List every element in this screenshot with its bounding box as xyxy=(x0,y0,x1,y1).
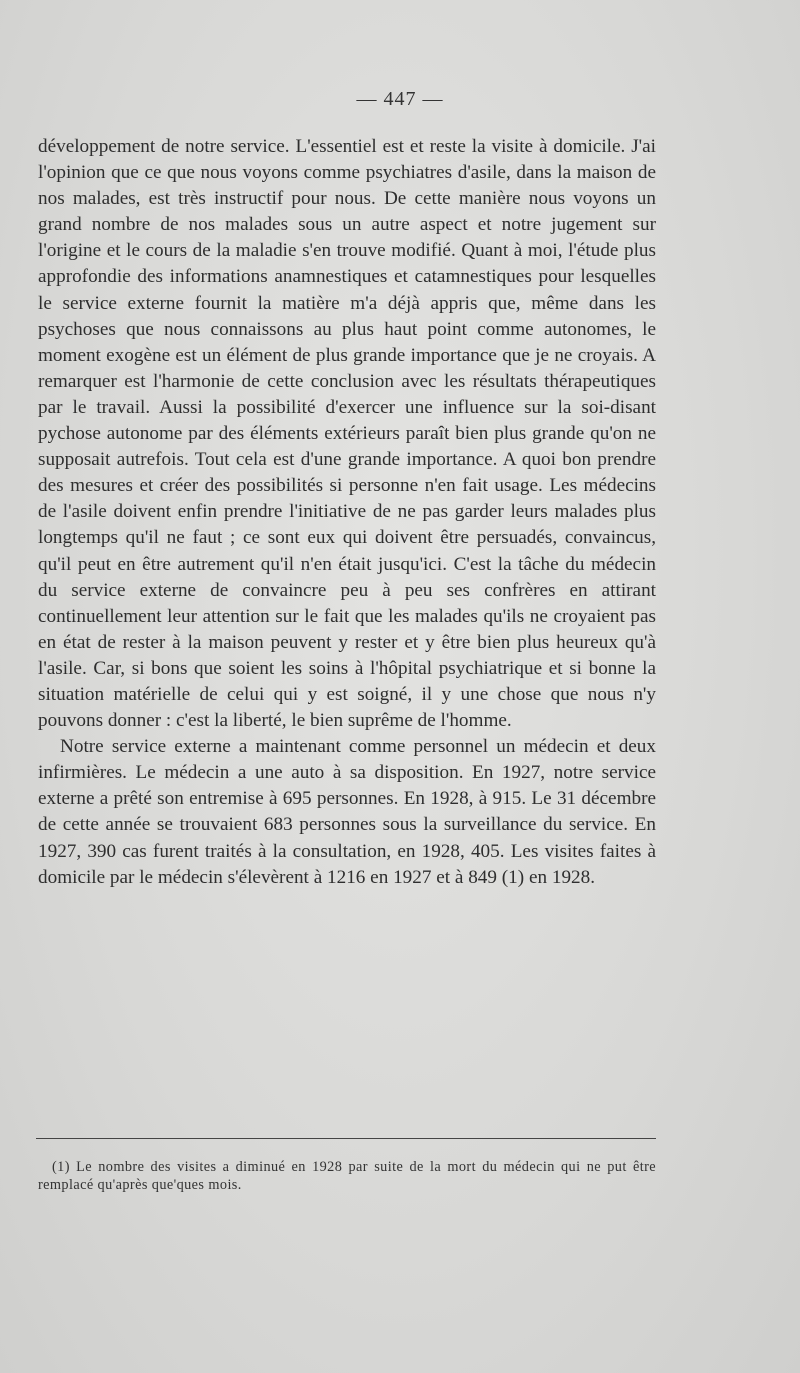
body-text xyxy=(38,134,656,891)
paragraph-1: développement de notre service. L'essentiel est et reste la visite à domicile. J'ai l'opinion que ce que nous voyons comme psychiatres d'asile, dans la maison de nos malades, est très instructif pour nous. De cette manière nous voyons un grand nombre de nos malades sous un autre aspect et notre jugement sur l'origine et le cours de la maladie s'en trouve modifié. Quant à moi, l'étude plus approfondie des informations anamnestiques et catamnestiques pour lesquelles le service externe fournit la matière m'a déjà appris que, même dans les psychoses que nous connaissons au plus haut point comme autonomes, le moment exogène est un élément de plus grande importance que je ne croyais. A remarquer est l'harmonie de cette conclusion avec les résultats thérapeutiques par le travail. Aussi la possibilité d'exercer une influence sur la soi-disant pychose autonome par des éléments extérieurs paraît bien plus grande qu'on ne supposait autrefois. Tout cela est d'une grande importance. A quoi bon prendre des mesures et créer des possibilités si personne n'en fait usage. Les médecins de l'asile doivent enfin prendre l'initiative de ne pas garder leurs malades plus longtemps qu'il ne faut ; ce sont eux qui doivent être persuadés, convaincus, qu'il peut en être autrement qu'il n'en était jusqu'ici. C'est la tâche du médecin du service externe de convaincre peu à peu ses confrères en attirant continuellement leur attention sur le fait que les malades qu'ils ne croyaient pas en état de rester à la maison peuvent y rester et y être bien plus heureux qu'à l'asile. Car, si bons que soient les soins à l'hôpital psychiatrique et si bonne la situation matérielle de celui qui y est soigné, il y une chose que nous n'y pouvons donner : c'est la liberté, le bien suprême de l'homme. xyxy=(38,136,656,732)
footnote-marker: (1) xyxy=(52,1159,70,1175)
page-number: — 447 — xyxy=(356,88,444,110)
footnote-body: Le nombre des visites a diminué en 1928 par suite de la mort du médecin qui ne put être remplacé qu'après que'ques mois. xyxy=(38,1159,656,1193)
paragraph-2: Notre service externe a maintenant comme personnel un médecin et deux infirmières. Le médecin a une auto à sa disposition. En 1927, notre service externe a prêté son entremise à 695 personnes. En 1928, à 915. Le 31 décembre de cette année se trouvaient 683 personnes sous la surveillance du service. En 1927, 390 cas furent traités à la consultation, en 1928, 405. Les visites faites à domicile par le médecin s'élevèrent à 1216 en 1927 et à 849 (1) en 1928. xyxy=(38,736,656,888)
footnote-divider xyxy=(36,1138,656,1139)
footnote xyxy=(38,1158,656,1194)
footnote-text xyxy=(38,1158,656,1194)
